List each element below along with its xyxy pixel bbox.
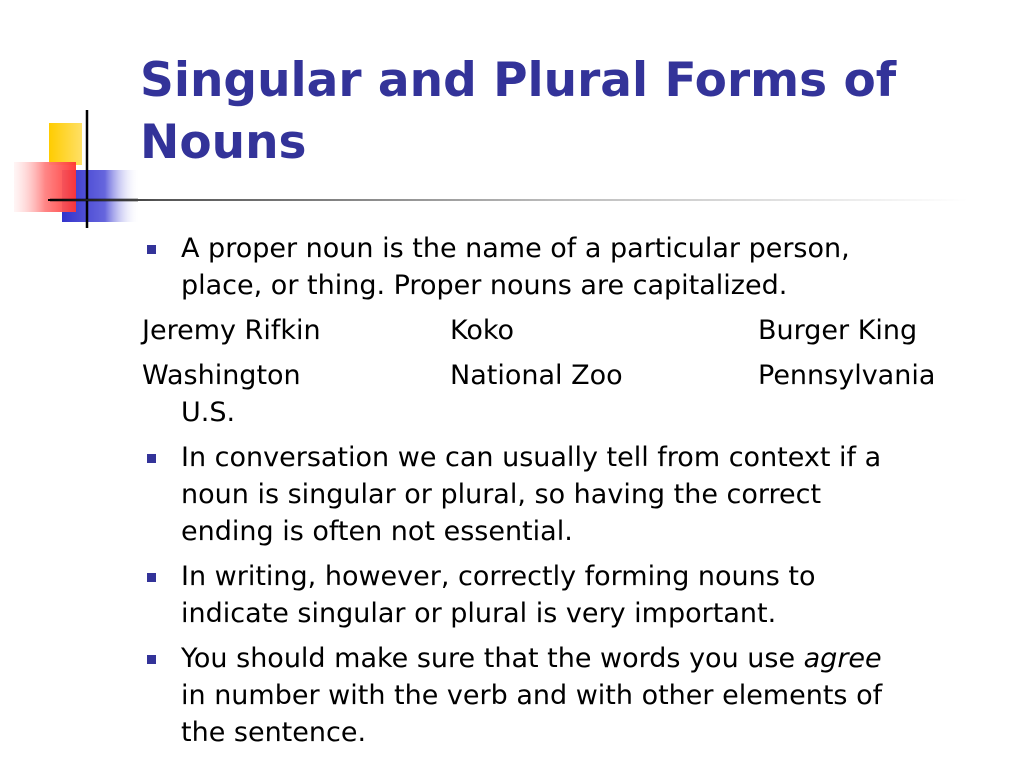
example-cell: National Zoo (450, 360, 623, 391)
bullet-text-line: A proper noun is the name of a particular person, (181, 233, 850, 264)
slide-title (140, 50, 1000, 174)
bullet-text-line: ending is often not essential. (181, 516, 573, 547)
title-divider (48, 199, 968, 201)
bullet-text-line: in number with the verb and with other elements of (181, 680, 883, 711)
square-bullet-icon (147, 454, 156, 463)
bullet-item-conversation (142, 439, 1002, 550)
emphasis-agree: agree (803, 643, 882, 674)
example-row-2 (142, 357, 1002, 394)
example-cell: Washington (142, 360, 301, 391)
square-bullet-icon (147, 245, 156, 254)
example-cell: Koko (450, 315, 515, 346)
bullet-text-line (181, 640, 1002, 677)
example-cell: Jeremy Rifkin (142, 315, 321, 346)
example-row-1 (142, 312, 1002, 349)
bullet-text-line: In writing, however, correctly forming nouns to (181, 561, 816, 592)
title-line-1: Singular and Plural Forms of (140, 53, 897, 108)
title-line-2: Nouns (140, 115, 307, 170)
bullet-text-line: In conversation we can usually tell from context if a (181, 442, 882, 473)
example-continued: U.S. (181, 397, 236, 428)
bullet-item-agreement (142, 640, 1002, 751)
bullet-item-proper-noun (142, 230, 1002, 304)
example-cell: Pennsylvania (758, 360, 936, 391)
square-bullet-icon (147, 655, 156, 664)
yellow-square (49, 123, 82, 165)
bullet-text-line: place, or thing. Proper nouns are capitalized. (181, 270, 788, 301)
bullet-text-line: indicate singular or plural is very important. (181, 598, 777, 629)
bullet-text-segment: You should make sure that the words you use (181, 643, 804, 674)
square-bullet-icon (147, 573, 156, 582)
bullet-text-line: the sentence. (181, 717, 367, 748)
corner-squares-decoration (0, 0, 140, 240)
bullet-text-line: noun is singular or plural, so having the correct (181, 479, 822, 510)
slide-body (142, 230, 1002, 759)
red-square (14, 162, 76, 212)
bullet-item-writing (142, 558, 1002, 632)
example-cell: Burger King (758, 315, 918, 346)
